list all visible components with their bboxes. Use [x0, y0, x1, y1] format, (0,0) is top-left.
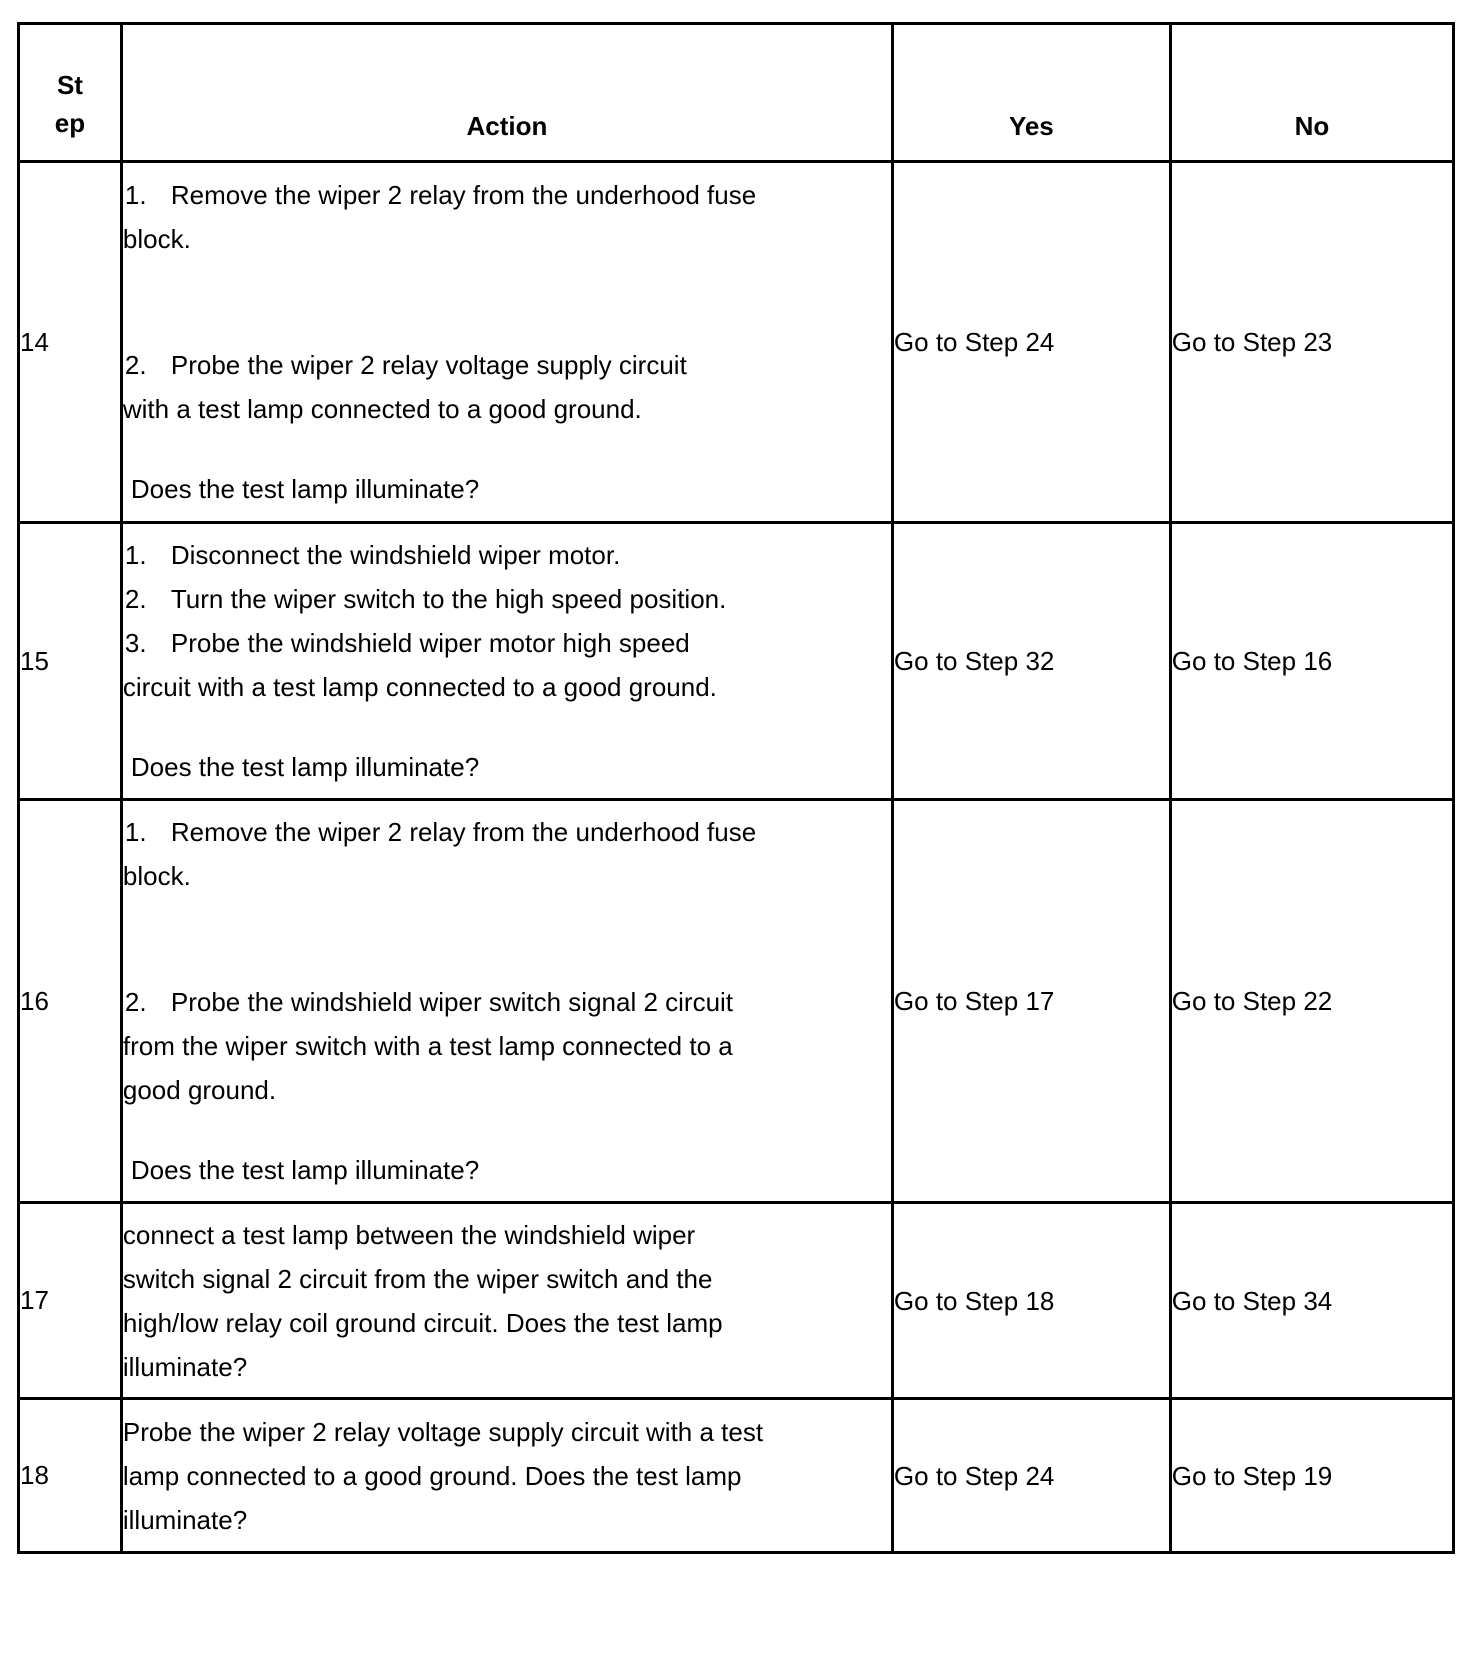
action-line: switch signal 2 circuit from the wiper switch and the [122, 1263, 713, 1294]
step-number: 14 [19, 162, 122, 523]
step-number: 15 [19, 523, 122, 800]
step-number: 18 [19, 1399, 122, 1553]
action-line: illuminate? [122, 1351, 248, 1382]
header-action: Action [121, 24, 892, 162]
question-text: Does the test lamp illuminate? [130, 752, 480, 782]
action-line: high/low relay coil ground circuit. Does the test lamp [122, 1307, 723, 1338]
item-text: from the wiper switch with a test lamp connected to a [122, 1031, 733, 1061]
yes-result: Go to Step 18 [892, 1203, 1170, 1399]
question-text: Does the test lamp illuminate? [130, 1155, 480, 1185]
action-cell [121, 523, 892, 800]
header-yes: Yes [892, 24, 1170, 162]
question-text: Does the test lamp illuminate? [130, 474, 480, 504]
yes-result: Go to Step 32 [892, 523, 1170, 800]
item-text: Probe the windshield wiper switch signal 2 circuit [170, 987, 734, 1017]
item-number: 3. [124, 628, 147, 658]
item-text: Probe the wiper 2 relay voltage supply circuit [170, 350, 687, 380]
diagnostic-table [17, 22, 1455, 1554]
header-step: St ep [19, 24, 122, 162]
item-text: block. [122, 224, 191, 254]
item-text: Turn the wiper switch to the high speed position. [170, 584, 727, 614]
no-result: Go to Step 22 [1170, 800, 1453, 1203]
yes-result: Go to Step 17 [892, 800, 1170, 1203]
action-cell [121, 1399, 892, 1553]
item-number: 2. [124, 350, 147, 380]
item-text: Remove the wiper 2 relay from the underhood fuse [170, 817, 757, 847]
action-cell [121, 162, 892, 523]
item-text: Probe the windshield wiper motor high speed [170, 628, 690, 658]
table-row [19, 1399, 1454, 1553]
item-number: 1. [124, 540, 147, 570]
item-text: block. [122, 861, 191, 891]
header-no: No [1170, 24, 1453, 162]
no-result: Go to Step 16 [1170, 523, 1453, 800]
item-number: 2. [124, 987, 147, 1017]
action-cell [121, 800, 892, 1203]
item-number: 1. [124, 180, 147, 210]
yes-result: Go to Step 24 [892, 162, 1170, 523]
table-row [19, 800, 1454, 1203]
header-row [19, 24, 1454, 162]
item-text: Remove the wiper 2 relay from the underhood fuse [170, 180, 757, 210]
no-result: Go to Step 34 [1170, 1203, 1453, 1399]
action-line: connect a test lamp between the windshield wiper [122, 1219, 696, 1250]
item-number: 1. [124, 817, 147, 847]
step-number: 16 [19, 800, 122, 1203]
table-row [19, 523, 1454, 800]
item-text: Disconnect the windshield wiper motor. [170, 540, 621, 570]
no-result: Go to Step 23 [1170, 162, 1453, 523]
action-line: Probe the wiper 2 relay voltage supply circuit with a test [122, 1416, 764, 1447]
item-text: circuit with a test lamp connected to a good ground. [122, 672, 717, 702]
action-line: lamp connected to a good ground. Does the test lamp [122, 1460, 742, 1491]
item-number: 2. [124, 584, 147, 614]
item-text: good ground. [122, 1075, 277, 1105]
step-number: 17 [19, 1203, 122, 1399]
yes-result: Go to Step 24 [892, 1399, 1170, 1553]
action-line: illuminate? [122, 1504, 248, 1535]
table-row [19, 162, 1454, 523]
no-result: Go to Step 19 [1170, 1399, 1453, 1553]
item-text: with a test lamp connected to a good ground. [122, 394, 642, 424]
table-row [19, 1203, 1454, 1399]
action-cell [121, 1203, 892, 1399]
